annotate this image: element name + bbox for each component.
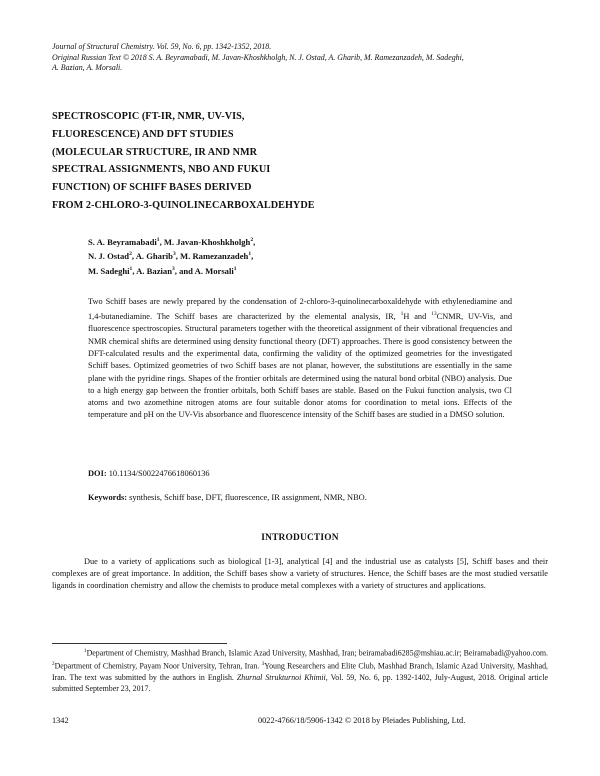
affiliation-mark: 1	[248, 251, 252, 258]
footnote-mark: 3	[261, 661, 265, 668]
title-line: SPECTROSCOPIC (FT-IR, NMR, UV-VIS,	[52, 111, 245, 122]
author-name: M. Sadeghi	[88, 265, 130, 276]
author-name: A. Morsali	[194, 265, 234, 276]
title-line: (MOLECULAR STRUCTURE, IR AND NMR	[52, 146, 258, 158]
author-list	[88, 234, 388, 277]
separator: ,	[253, 236, 256, 247]
footnote-mark: 1	[84, 648, 87, 654]
author-name: A. Bazian	[136, 265, 172, 276]
original-text-line-1: Original Russian Text © 2018 S. A. Beyramabadi, M. Javan-Khoshkholgh, N. J. Ostad, A. Gharib, M. Ramezanzadeh, M. Sadeghi,	[52, 52, 464, 62]
affiliation-mark: 1	[129, 265, 133, 272]
page-number: 1342	[52, 716, 69, 725]
introduction-paragraph: Due to a variety of applications such as biological [1-3], analytical [4] and the industrial use as catalysts [5], Schiff bases and their complexes are of great importance. In addition, the Schiff bases show a variety of structures. Hence, the Schiff bases are the most studied versatile ligands in coordination chemistry and allow the chemists to produce metal complexes with a variety of structures and applications.	[52, 557, 548, 591]
doi	[88, 469, 210, 478]
title-line: FROM 2-CHLORO-3-QUINOLINECARBOXALDEHYDE	[52, 199, 315, 211]
affiliation-mark: 1	[233, 265, 237, 272]
author-name: M. Ramezanzadeh	[180, 251, 249, 262]
affiliation-mark: 2	[250, 237, 254, 243]
abstract-text: Two Schiff bases are newly prepared by the condensation of 2-chloro-3-quinolinecarboxaldehyde with ethylenediamine and 1,4-butanediamine. The Schiff bases are characterized by the elemental analysis, IR,	[88, 297, 512, 322]
author-name: N. J. Ostad	[88, 251, 130, 262]
issn-copyright: 0022-4766/18/5906-1342 © 2018 by Pleiades Publishing, Ltd.	[258, 716, 466, 725]
section-heading-introduction: INTRODUCTION	[261, 533, 339, 543]
footnote-text: Department of Chemistry, Payam Noor University, Tehran, Iran.	[54, 662, 262, 672]
abstract	[88, 296, 512, 422]
affiliation-mark: 3	[171, 265, 175, 272]
affiliation-mark: 2	[129, 251, 132, 258]
separator: ,	[159, 236, 164, 247]
separator: ,	[132, 265, 137, 276]
original-text-line-2: A. Bazian, A. Morsali.	[52, 63, 123, 73]
footnote-text: Department of Chemistry, Mashhad Branch, Islamic Azad University, Mashhad, Iran; beiramabadi6285@mshiau.ac.ir; Beiramabadi@yahoo.com.	[86, 648, 548, 658]
doi-label: DOI:	[88, 469, 107, 478]
author-line-3	[88, 263, 388, 277]
journal-header	[52, 42, 552, 74]
separator: ,	[175, 251, 181, 262]
affiliation-footnote	[52, 646, 548, 694]
abstract-text: CNMR, UV-Vis, and fluorescence spectroscopies. Structural parameters together with the theoretical assignment of their vibrational frequencies and NMR chemical shifts are determined using density functional theory (DFT) approaches. There is good consistency between the DFT-calculated results and the experimental data, confirming the validity of the optimized geometries for the investigated Schiff bases. Optimized geometries of two Schiff bases are not planar, however, the substitutions are essentially in the same plane with the pyridine rings. Shapes of the frontier orbitals are determined using the natural bond orbital (NBO) analysis. Due to a high energy gap between the frontier orbitals, both Schiff bases are stable. Based on the Fukui function analysis, two Cl atoms and two azomethine nitrogen atoms are four suitable donor atoms for coordination to metal ions. Effects of the temperature and pH on the UV-Vis absorbance and fluorescence intensity of the Schiff bases are studied in a DMSO solution.	[88, 312, 512, 420]
separator: ,	[251, 251, 254, 262]
title-line: FLUORESCENCE) AND DFT STUDIES	[52, 128, 234, 140]
separator: ,	[131, 251, 136, 262]
author-name: A. Gharib	[135, 251, 173, 262]
author-name: S. A. Beyramabadi	[88, 236, 157, 247]
title-line: SPECTRAL ASSIGNMENTS, NBO AND FUKUI	[52, 164, 271, 176]
journal-name: Zhurnal Strukturnoi Khimii	[236, 672, 326, 682]
doi-link[interactable]: 10.1134/S0022476618060136	[106, 469, 210, 478]
keywords-list: synthesis, Schiff base, DFT, fluorescence, IR assignment, NMR, NBO.	[127, 493, 367, 502]
abstract-text: H and	[403, 312, 432, 322]
superscript: 1	[400, 311, 404, 318]
separator: , and	[174, 265, 195, 276]
author-name: M. Javan-Khoshkholgh	[163, 236, 251, 247]
footnote-text: , Vol. 59, No. 6, pp. 1392-1402, July-August, 2018. Original article submitted September 23, 2017.	[52, 672, 548, 693]
footnote-mark: 2	[52, 661, 55, 668]
author-line-1	[88, 234, 388, 248]
keywords-label: Keywords:	[88, 493, 128, 502]
footnote-text: Young Researchers and Elite Club, Mashhad Branch, Islamic Azad University, Mashhad, Iran. The text was submitted by the authors in English.	[52, 662, 548, 682]
superscript: 13	[431, 311, 437, 318]
article-title	[52, 108, 382, 215]
journal-citation: Journal of Structural Chemistry. Vol. 59, No. 6, pp. 1342-1352, 2018.	[52, 42, 272, 51]
keywords	[88, 493, 367, 502]
author-line-2	[88, 248, 388, 262]
affiliation-mark: 1	[156, 237, 160, 243]
footnote-divider	[52, 643, 227, 644]
title-line: FUNCTION) OF SCHIFF BASES DERIVED	[52, 182, 252, 194]
affiliation-mark: 3	[172, 251, 176, 258]
